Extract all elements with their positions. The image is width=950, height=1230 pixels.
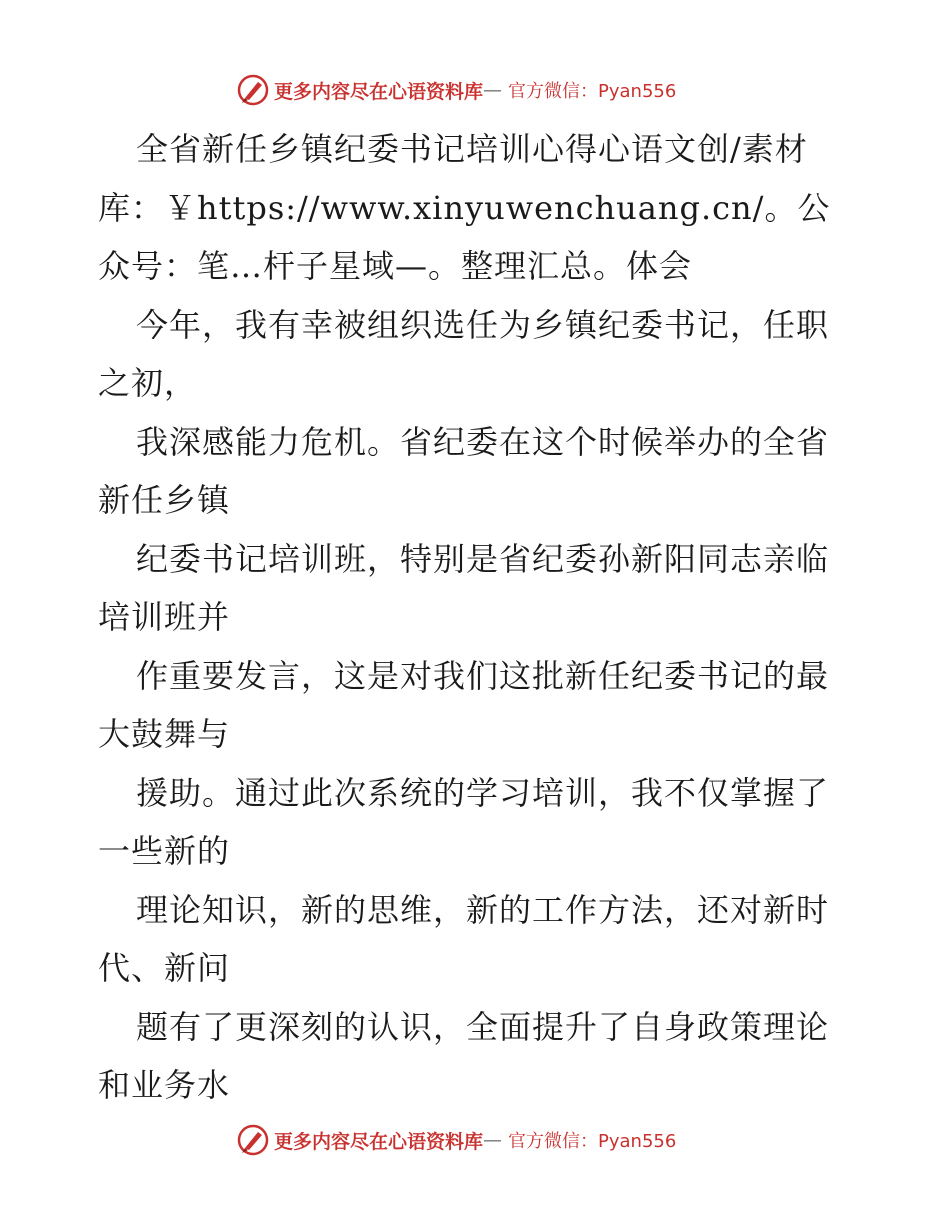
paragraph: 援助。通过此次系统的学习培训，我不仅掌握了一些新的 (98, 773, 830, 870)
footer-wechat: 官方微信：Pyan556 (508, 1131, 677, 1152)
header-separator: — (483, 79, 503, 101)
header-wechat: 官方微信：Pyan556 (508, 81, 677, 102)
paragraph: 理论知识，新的思维，新的工作方法，还对新时代、新问 (98, 890, 830, 987)
document-body (98, 120, 858, 1115)
header-banner (236, 72, 756, 108)
paragraph: 题有了更深刻的认识，全面提升了自身政策理论和业务水 (98, 1007, 830, 1104)
paragraph: 今年，我有幸被组织选任为乡镇纪委书记，任职之初， (98, 305, 830, 402)
footer-separator: — (483, 1129, 503, 1151)
quill-pen-logo-icon (236, 73, 270, 107)
footer-banner (236, 1122, 756, 1158)
paragraph: 全省新任乡镇纪委书记培训心得心语文创/素材库：￥https://www.xinyuwenchuang.cn/。公众号：笔…杆子星域—。整理汇总。体会 (98, 130, 831, 285)
footer-promo-text: 更多内容尽在心语资料库 (274, 1130, 484, 1153)
paragraph: 作重要发言，这是对我们这批新任纪委书记的最大鼓舞与 (98, 656, 830, 753)
quill-pen-logo-icon (236, 1123, 270, 1157)
paragraph: 纪委书记培训班，特别是省纪委孙新阳同志亲临培训班并 (98, 539, 830, 636)
paragraph: 我深感能力危机。省纪委在这个时候举办的全省新任乡镇 (98, 422, 830, 519)
header-promo-text: 更多内容尽在心语资料库 (274, 80, 484, 103)
